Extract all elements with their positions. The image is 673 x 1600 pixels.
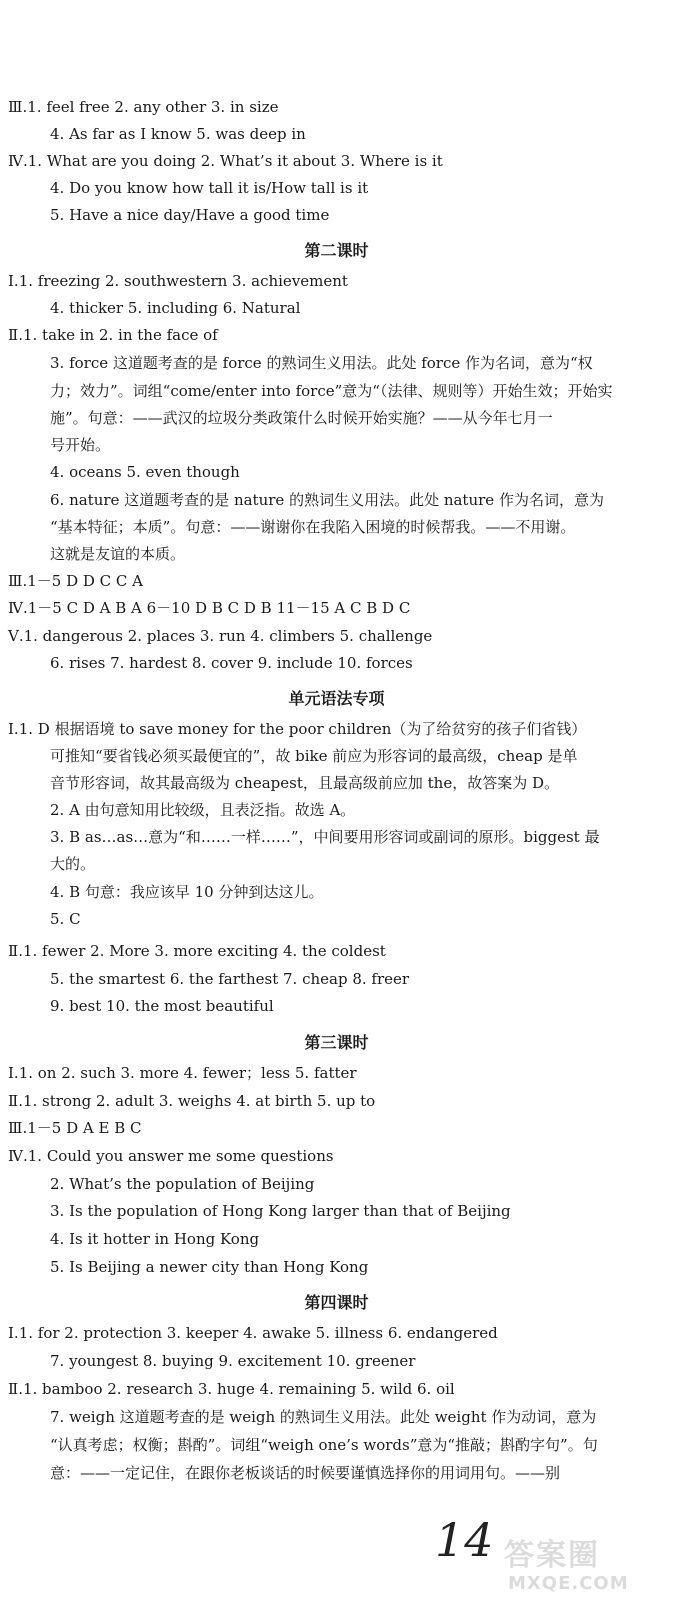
answer-line: 3. Is the population of Hong Kong larger than that of Beijing bbox=[50, 1202, 511, 1220]
section-heading: 第三课时 bbox=[304, 1033, 369, 1052]
answer-line: 4. B 句意：我应该早 10 分钟到达这儿。 bbox=[50, 883, 324, 901]
watermark-logo bbox=[500, 1540, 665, 1596]
section-heading: 第二课时 bbox=[304, 241, 369, 260]
answer-line: 5. Is Beijing a newer city than Hong Kong bbox=[50, 1258, 369, 1276]
answer-line: “认真考虑；权衡；斟酌”。词组“weigh one’s words”意为“推敲；斟酌字句”。句 bbox=[50, 1436, 598, 1454]
answer-line: Ⅱ.1. strong 2. adult 3. weighs 4. at birth 5. up to bbox=[8, 1092, 376, 1110]
answer-line: 5. Have a nice day/Have a good time bbox=[50, 206, 330, 224]
answer-line: 6. rises 7. hardest 8. cover 9. include 10. forces bbox=[50, 654, 413, 672]
answer-line: Ⅳ.1－5 C D A B A 6－10 D B C D B 11－15 A C B D C bbox=[8, 599, 411, 617]
answer-line: 大的。 bbox=[50, 855, 96, 873]
answer-line: 4. Do you know how tall it is/How tall is it bbox=[50, 179, 369, 197]
answer-line: Ⅲ.1－5 D D C C A bbox=[8, 572, 144, 590]
answer-line: 9. best 10. the most beautiful bbox=[50, 997, 274, 1015]
answer-line: 5. the smartest 6. the farthest 7. cheap 8. freer bbox=[50, 970, 410, 988]
answer-line: Ⅰ.1. on 2. such 3. more 4. fewer；less 5. fatter bbox=[8, 1064, 357, 1082]
answer-line: 施”。句意：——武汉的垃圾分类政策什么时候开始实施？——从今年七月一 bbox=[50, 409, 553, 427]
answer-line: Ⅳ.1. What are you doing 2. What’s it about 3. Where is it bbox=[8, 152, 443, 170]
answer-line: 3. force 这道题考查的是 force 的熟词生义用法。此处 force 作为名词，意为“权 bbox=[50, 354, 593, 372]
answer-line: 4. thicker 5. including 6. Natural bbox=[50, 299, 301, 317]
answer-line: 5. C bbox=[50, 910, 81, 928]
answer-line: 2. What’s the population of Beijing bbox=[50, 1175, 315, 1193]
answer-line: 3. B as…as…意为“和……一样……”，中间要用形容词或副词的原形。biggest 最 bbox=[50, 828, 600, 846]
answer-line: Ⅲ.1－5 D A E B C bbox=[8, 1119, 142, 1137]
answer-line: Ⅱ.1. take in 2. in the face of bbox=[8, 326, 218, 344]
answer-line: 力；效力”。词组“come/enter into force”意为“（法律、规则等）开始生效；开始实 bbox=[50, 382, 613, 400]
answer-line: 2. A 由句意知用比较级，且表泛指。故选 A。 bbox=[50, 801, 356, 819]
answer-line: 4. As far as I know 5. was deep in bbox=[50, 125, 306, 143]
answer-line: Ⅱ.1. fewer 2. More 3. more exciting 4. the coldest bbox=[8, 942, 386, 960]
answer-line: Ⅳ.1. Could you answer me some questions bbox=[8, 1147, 334, 1165]
section-heading: 第四课时 bbox=[304, 1293, 369, 1312]
answer-line: Ⅰ.1. for 2. protection 3. keeper 4. awake 5. illness 6. endangered bbox=[8, 1324, 498, 1342]
answer-line: 7. youngest 8. buying 9. excitement 10. greener bbox=[50, 1352, 416, 1370]
answer-line: Ⅰ.1. freezing 2. southwestern 3. achievement bbox=[8, 272, 348, 290]
answer-line: “基本特征；本质”。句意：——谢谢你在我陷入困境的时候帮我。——不用谢。 bbox=[50, 518, 576, 536]
watermark-text: 答案圈 bbox=[504, 1538, 600, 1573]
answer-line: Ⅲ.1. feel free 2. any other 3. in size bbox=[8, 98, 279, 116]
answer-line: 可推知“要省钱必须买最便宜的”，故 bike 前应为形容词的最高级，cheap 是单 bbox=[50, 747, 578, 765]
answer-line: 7. weigh 这道题考查的是 weigh 的熟词生义用法。此处 weight 作为动词，意为 bbox=[50, 1408, 597, 1426]
page-number: 14 bbox=[435, 1513, 494, 1567]
answer-line: 4. Is it hotter in Hong Kong bbox=[50, 1230, 260, 1248]
answer-line: 意：——一定记住，在跟你老板谈话的时候要谨慎选择你的用词用句。——别 bbox=[50, 1464, 561, 1482]
answer-line: Ⅱ.1. bamboo 2. research 3. huge 4. remaining 5. wild 6. oil bbox=[8, 1380, 455, 1398]
answer-line: 4. oceans 5. even though bbox=[50, 463, 240, 481]
answer-line: Ⅰ.1. D 根据语境 to save money for the poor children（为了给贫穷的孩子们省钱） bbox=[8, 720, 587, 738]
answer-line: 号开始。 bbox=[50, 436, 111, 454]
watermark-url: MXQE.COM bbox=[508, 1573, 629, 1594]
answer-line: 音节形容词，故其最高级为 cheapest，且最高级前应加 the，故答案为 D。 bbox=[50, 774, 559, 792]
answer-line: Ⅴ.1. dangerous 2. places 3. run 4. climbers 5. challenge bbox=[8, 627, 433, 645]
answer-line: 6. nature 这道题考查的是 nature 的熟词生义用法。此处 nature 作为名词，意为 bbox=[50, 491, 604, 509]
answer-line: 这就是友谊的本质。 bbox=[50, 545, 186, 563]
section-heading: 单元语法专项 bbox=[288, 689, 385, 708]
